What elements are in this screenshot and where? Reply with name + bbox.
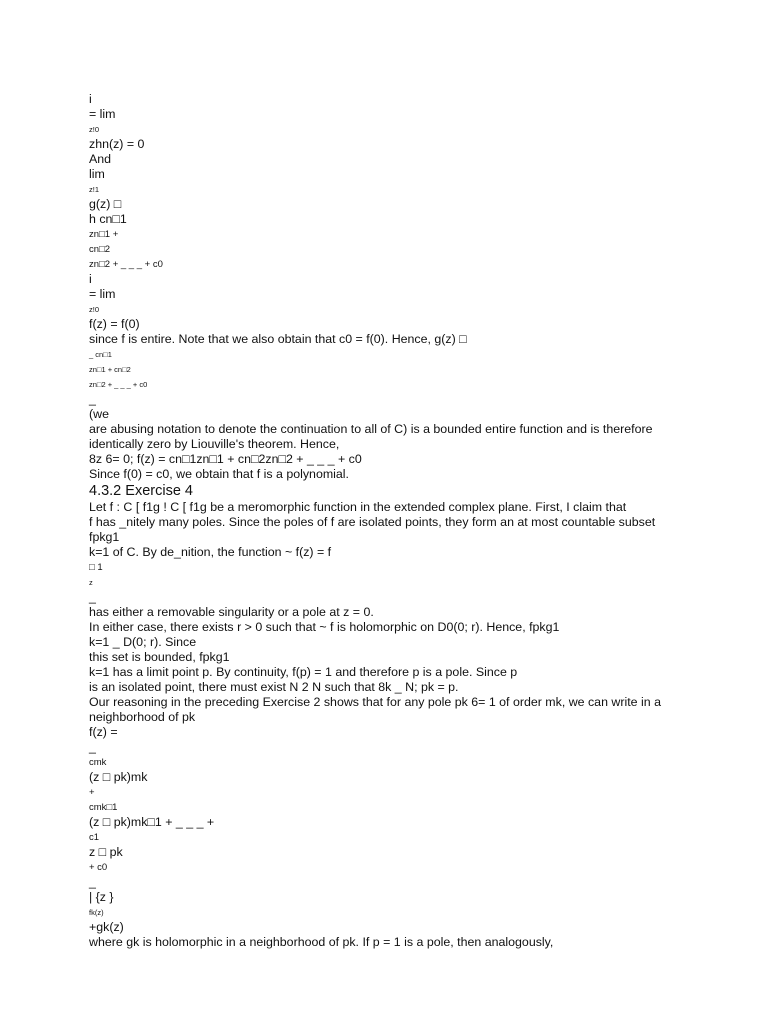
text-line: + bbox=[89, 787, 95, 798]
text-line: _ bbox=[89, 875, 96, 889]
text-line: Our reasoning in the preceding Exercise 2 shows that for any pole pk 6= 1 of order mk, we can write in a bbox=[89, 695, 661, 709]
text-line: zn□1 + cn□2 bbox=[89, 365, 131, 374]
text-line: z!1 bbox=[89, 185, 100, 194]
text-line: (z □ pk)mk□1 + _ _ _ + bbox=[89, 815, 215, 829]
text-line: Since f(0) = c0, we obtain that f is a polynomial. bbox=[89, 467, 349, 481]
text-line: lim bbox=[89, 167, 105, 181]
text-line: since f is entire. Note that we also obtain that c0 = f(0). Hence, g(z) □ bbox=[89, 332, 467, 346]
text-line: g(z) □ bbox=[89, 197, 122, 211]
text-line: zhn(z) = 0 bbox=[89, 137, 145, 151]
text-line: f(z) = f(0) bbox=[89, 317, 140, 331]
text-line: z bbox=[89, 578, 93, 587]
text-line: And bbox=[89, 152, 112, 166]
text-line: z!0 bbox=[89, 125, 100, 134]
text-line: is an isolated point, there must exist N 2 N such that 8k _ N; pk = p. bbox=[89, 680, 459, 694]
text-line: k=1 has a limit point p. By continuity, f(p) = 1 and therefore p is a pole. Since p bbox=[89, 665, 518, 679]
text-line: i bbox=[89, 92, 92, 106]
text-line: □ 1 bbox=[89, 562, 103, 573]
section-heading: 4.3.2 Exercise 4 bbox=[89, 483, 193, 499]
text-line: _ bbox=[89, 740, 96, 754]
text-line: _ cn□1 bbox=[89, 350, 112, 359]
text-line: 8z 6= 0; f(z) = cn□1zn□1 + cn□2zn□2 + _ _ _ + c0 bbox=[89, 452, 362, 466]
text-line: fpkg1 bbox=[89, 530, 120, 544]
text-line: neighborhood of pk bbox=[89, 710, 196, 724]
text-line: Let f : C [ f1g ! C [ f1g be a meromorphic function in the extended complex plane. First, I claim that bbox=[89, 500, 627, 514]
text-line: f(z) = bbox=[89, 725, 118, 739]
text-line: i bbox=[89, 272, 92, 286]
text-line: zn□2 + _ _ _ + c0 bbox=[89, 380, 148, 389]
text-line: z!0 bbox=[89, 305, 100, 314]
text-line: = lim bbox=[89, 287, 116, 301]
text-line: k=1 of C. By de_nition, the function ~ f(z) = f bbox=[89, 545, 332, 559]
text-line: cmk□1 bbox=[89, 802, 118, 813]
text-line: fk(z) bbox=[89, 908, 104, 917]
text-line: _ bbox=[89, 590, 96, 604]
text-line: z □ pk bbox=[89, 845, 123, 859]
text-line: h cn□1 bbox=[89, 212, 127, 226]
text-line: this set is bounded, fpkg1 bbox=[89, 650, 230, 664]
page-content bbox=[89, 92, 698, 950]
text-line: (z □ pk)mk bbox=[89, 770, 148, 784]
text-line: are abusing notation to denote the continuation to all of C) is a bounded entire function and is therefore bbox=[89, 422, 653, 436]
text-line: c1 bbox=[89, 832, 100, 843]
text-line: where gk is holomorphic in a neighborhood of pk. If p = 1 is a pole, then analogously, bbox=[89, 935, 554, 949]
text-line: = lim bbox=[89, 107, 116, 121]
text-line: f has _nitely many poles. Since the poles of f are isolated points, they form an at most countable subset bbox=[89, 515, 656, 529]
text-line: zn□1 + bbox=[89, 229, 119, 240]
text-line: has either a removable singularity or a pole at z = 0. bbox=[89, 605, 374, 619]
text-line: | {z } bbox=[89, 890, 114, 904]
text-line: + c0 bbox=[89, 862, 108, 873]
text-line: cmk bbox=[89, 757, 107, 768]
text-line: cn□2 bbox=[89, 244, 111, 255]
text-line: (we bbox=[89, 407, 109, 421]
text-line: +gk(z) bbox=[89, 920, 124, 934]
text-line: k=1 _ D(0; r). Since bbox=[89, 635, 197, 649]
text-line: zn□2 + _ _ _ + c0 bbox=[89, 259, 163, 270]
text-line: identically zero by Liouville's theorem. Hence, bbox=[89, 437, 340, 451]
text-line: In either case, there exists r > 0 such that ~ f is holomorphic on D0(0; r). Hence, fpkg1 bbox=[89, 620, 560, 634]
text-line: _ bbox=[89, 392, 96, 406]
